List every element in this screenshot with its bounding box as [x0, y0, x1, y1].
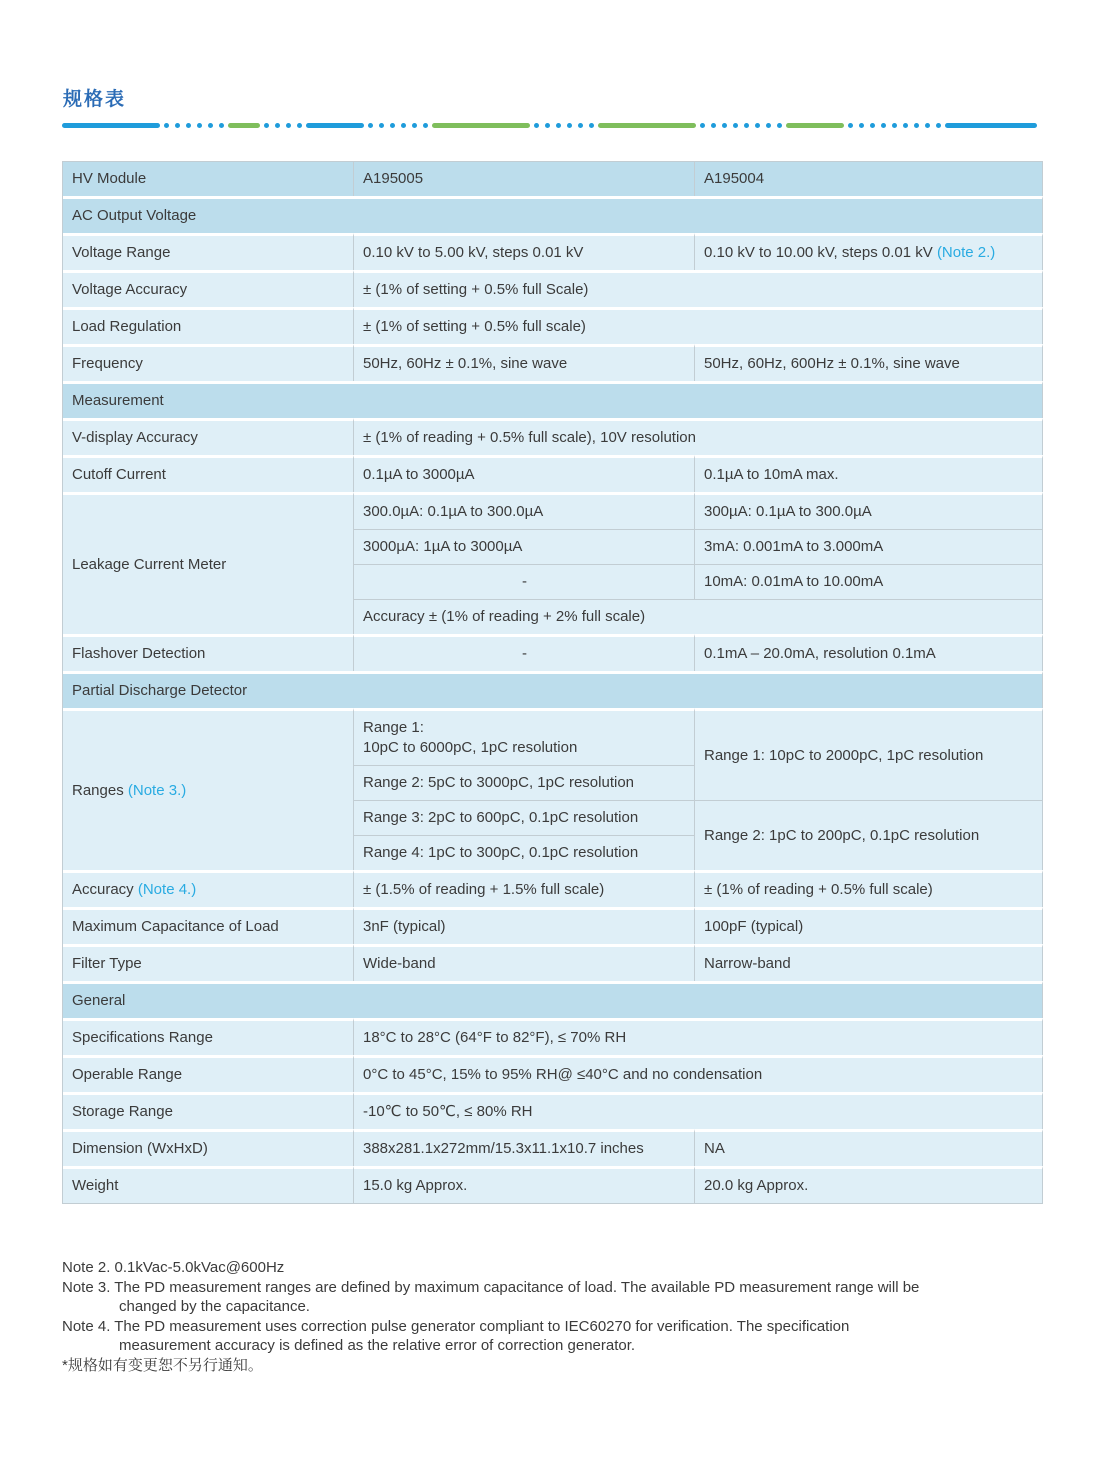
spec-value-cell: 50Hz, 60Hz ± 0.1%, sine wave [354, 344, 695, 381]
note-reference: (Note 3.) [127, 781, 187, 799]
spec-value-cell: Range 3: 2pC to 600pC, 0.1pC resolution [354, 800, 695, 835]
spec-value-cell: Range 2: 1pC to 200pC, 0.1pC resolution [695, 800, 1043, 870]
divider-dot [733, 123, 738, 128]
divider-dot [197, 123, 202, 128]
spec-label-cell: Cutoff Current [63, 455, 354, 492]
divider-dash [786, 123, 844, 128]
divider-dots [700, 123, 782, 128]
table-row [63, 161, 1043, 196]
table-row [63, 1129, 1043, 1166]
divider-dot [368, 123, 373, 128]
divider-dots [164, 123, 224, 128]
divider-dots [264, 123, 302, 128]
spec-value-cell: ± (1.5% of reading + 1.5% full scale) [354, 870, 695, 907]
spec-label-cell: Filter Type [63, 944, 354, 981]
table-row [63, 870, 1043, 907]
table-row [63, 1092, 1043, 1129]
table-row [63, 634, 1043, 671]
spec-value-cell: - [354, 564, 695, 599]
divider-dash [306, 123, 364, 128]
spec-value-cell: 0.10 kV to 10.00 kV, steps 0.01 kV (Note 2.) [695, 233, 1043, 270]
spec-value-cell: 300.0µA: 0.1µA to 300.0µA [354, 492, 695, 529]
section-label-cell: General [63, 981, 1043, 1018]
table-row [63, 344, 1043, 381]
divider-dot [936, 123, 941, 128]
note-line: measurement accuracy is defined as the relative error of correction generator. [119, 1337, 636, 1354]
spec-label-cell: Flashover Detection [63, 634, 354, 671]
divider-dot [379, 123, 384, 128]
spec-value-cell: 0.10 kV to 5.00 kV, steps 0.01 kV [354, 233, 695, 270]
table-row [63, 1055, 1043, 1092]
spec-value-cell: Range 2: 5pC to 3000pC, 1pC resolution [354, 765, 695, 800]
spec-value-cell: 0°C to 45°C, 15% to 95% RH@ ≤40°C and no condensation [354, 1055, 1043, 1092]
spec-table [62, 161, 1043, 1204]
table-row [63, 233, 1043, 270]
table-row [63, 270, 1043, 307]
divider-dot [700, 123, 705, 128]
spec-value-cell: 15.0 kg Approx. [354, 1166, 695, 1203]
table-row [63, 455, 1043, 492]
spec-value-cell: ± (1% of setting + 0.5% full scale) [354, 307, 1043, 344]
page-title: 规格表 [63, 89, 127, 110]
table-row [63, 944, 1043, 981]
title-divider [62, 123, 1042, 128]
divider-dot [401, 123, 406, 128]
divider-dot [722, 123, 727, 128]
spec-value-cell: 3nF (typical) [354, 907, 695, 944]
page-content [62, 0, 1042, 1375]
spec-value-cell: 50Hz, 60Hz, 600Hz ± 0.1%, sine wave [695, 344, 1043, 381]
notes-section [62, 1258, 1042, 1375]
spec-value-cell: Wide-band [354, 944, 695, 981]
divider-dots [534, 123, 594, 128]
spec-value-cell: 388x281.1x272mm/15.3x11.1x10.7 inches [354, 1129, 695, 1166]
spec-label-cell: Specifications Range [63, 1018, 354, 1055]
spec-label-cell: Leakage Current Meter [63, 492, 354, 634]
spec-value-cell: Range 4: 1pC to 300pC, 0.1pC resolution [354, 835, 695, 870]
divider-dot [545, 123, 550, 128]
divider-dot [275, 123, 280, 128]
header-cell: HV Module [63, 161, 354, 196]
divider-dot [766, 123, 771, 128]
divider-dot [534, 123, 539, 128]
note-line: *规格如有变更恕不另行通知。 [62, 1356, 263, 1374]
section-row [63, 671, 1043, 708]
spec-label-cell: Operable Range [63, 1055, 354, 1092]
divider-dot [711, 123, 716, 128]
spec-value-cell: ± (1% of setting + 0.5% full Scale) [354, 270, 1043, 307]
divider-dot [186, 123, 191, 128]
divider-dot [892, 123, 897, 128]
spec-value-cell: 18°C to 28°C (64°F to 82°F), ≤ 70% RH [354, 1018, 1043, 1055]
divider-dot [914, 123, 919, 128]
divider-dot [881, 123, 886, 128]
divider-dot [164, 123, 169, 128]
spec-value-cell: -10℃ to 50℃, ≤ 80% RH [354, 1092, 1043, 1129]
spec-value-cell: Accuracy ± (1% of reading + 2% full scale) [354, 599, 1043, 634]
divider-dot [297, 123, 302, 128]
divider-dot [870, 123, 875, 128]
spec-label-cell: V-display Accuracy [63, 418, 354, 455]
spec-label-cell: Maximum Capacitance of Load [63, 907, 354, 944]
spec-value-cell: 0.1µA to 3000µA [354, 455, 695, 492]
spec-value-cell: 10mA: 0.01mA to 10.00mA [695, 564, 1043, 599]
divider-dots [368, 123, 428, 128]
spec-label-cell: Accuracy (Note 4.) [63, 870, 354, 907]
table-row [63, 492, 1043, 529]
section-label-cell: AC Output Voltage [63, 196, 1043, 233]
spec-label-cell: Voltage Accuracy [63, 270, 354, 307]
header-cell: A195004 [695, 161, 1043, 196]
note-line: Note 2. 0.1kVac-5.0kVac@600Hz [62, 1259, 285, 1276]
table-row [63, 307, 1043, 344]
spec-table-body [63, 161, 1043, 1203]
spec-label-cell: Weight [63, 1166, 354, 1203]
section-label-cell: Measurement [63, 381, 1043, 418]
divider-dot [556, 123, 561, 128]
divider-dash [228, 123, 260, 128]
spec-label-cell: Storage Range [63, 1092, 354, 1129]
table-row [63, 907, 1043, 944]
note-reference: (Note 4.) [137, 881, 197, 898]
divider-dot [578, 123, 583, 128]
divider-dot [903, 123, 908, 128]
spec-value-cell: 100pF (typical) [695, 907, 1043, 944]
note-line: changed by the capacitance. [119, 1298, 310, 1315]
spec-value-cell: 20.0 kg Approx. [695, 1166, 1043, 1203]
table-row [63, 418, 1043, 455]
spec-value-cell: NA [695, 1129, 1043, 1166]
note-line: Note 3. The PD measurement ranges are defined by maximum capacitance of load. The available PD measurement range will be [62, 1278, 920, 1296]
spec-label-cell: Frequency [63, 344, 354, 381]
section-label-cell: Partial Discharge Detector [63, 671, 1043, 708]
spec-label-cell: Load Regulation [63, 307, 354, 344]
divider-dash [62, 123, 160, 128]
section-row [63, 981, 1043, 1018]
spec-label-cell: Ranges (Note 3.) [63, 708, 354, 870]
note-reference: (Note 2.) [936, 244, 996, 261]
divider-dot [412, 123, 417, 128]
spec-value-cell: 0.1mA – 20.0mA, resolution 0.1mA [695, 634, 1043, 671]
spec-value-cell: ± (1% of reading + 0.5% full scale), 10V resolution [354, 418, 1043, 455]
table-row [63, 708, 1043, 765]
spec-label-cell: Dimension (WxHxD) [63, 1129, 354, 1166]
divider-dot [219, 123, 224, 128]
table-row [63, 1166, 1043, 1203]
divider-dash [945, 123, 1037, 128]
section-row [63, 196, 1043, 233]
spec-value-cell: - [354, 634, 695, 671]
spec-value-cell: 0.1µA to 10mA max. [695, 455, 1043, 492]
divider-dot [589, 123, 594, 128]
divider-dot [744, 123, 749, 128]
divider-dot [264, 123, 269, 128]
divider-dot [925, 123, 930, 128]
divider-dash [432, 123, 530, 128]
divider-dot [859, 123, 864, 128]
header-cell: A195005 [354, 161, 695, 196]
spec-value-cell: 3mA: 0.001mA to 3.000mA [695, 529, 1043, 564]
spec-label-cell: Voltage Range [63, 233, 354, 270]
spec-value-cell: Narrow-band [695, 944, 1043, 981]
section-row [63, 381, 1043, 418]
table-row [63, 1018, 1043, 1055]
spec-value-cell: 3000µA: 1µA to 3000µA [354, 529, 695, 564]
spec-value-cell: ± (1% of reading + 0.5% full scale) [695, 870, 1043, 907]
divider-dash [598, 123, 696, 128]
spec-value-cell: Range 1: 10pC to 6000pC, 1pC resolution [354, 708, 695, 765]
divider-dot [848, 123, 853, 128]
divider-dots [848, 123, 941, 128]
divider-dot [423, 123, 428, 128]
spec-value-cell: Range 1: 10pC to 2000pC, 1pC resolution [695, 708, 1043, 800]
divider-dot [777, 123, 782, 128]
divider-dot [567, 123, 572, 128]
divider-dot [390, 123, 395, 128]
spec-value-cell: 300µA: 0.1µA to 300.0µA [695, 492, 1043, 529]
divider-dot [208, 123, 213, 128]
divider-dot [755, 123, 760, 128]
note-line: Note 4. The PD measurement uses correction pulse generator compliant to IEC60270 for verification. The specification [62, 1317, 850, 1335]
divider-dot [175, 123, 180, 128]
divider-dot [286, 123, 291, 128]
